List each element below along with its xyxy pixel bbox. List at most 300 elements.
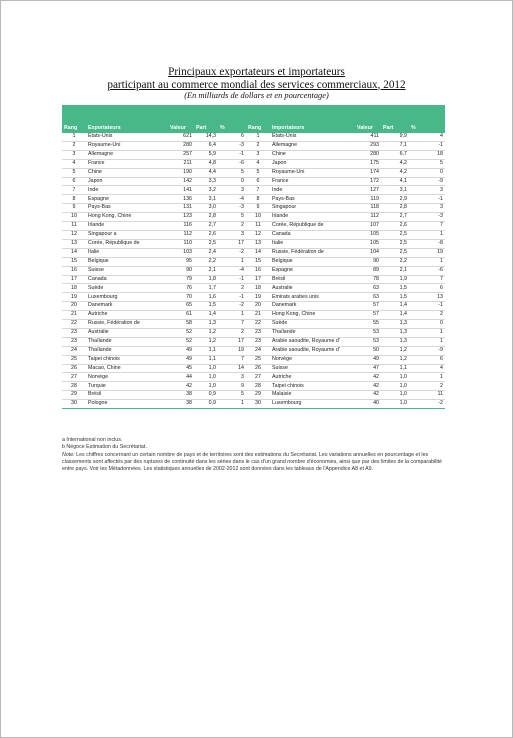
- importer-name: Singapour: [270, 204, 355, 213]
- exporter-share: 1,6: [194, 293, 218, 302]
- importer-change: 6: [409, 355, 445, 364]
- col-exporters: Exportateurs: [86, 122, 168, 133]
- table-row: [62, 204, 445, 213]
- rank-importer: 6: [246, 177, 270, 186]
- exporter-share: 1,8: [194, 275, 218, 284]
- importer-share: 2,5: [381, 239, 409, 248]
- table-row: [62, 248, 445, 257]
- importer-name: Luxembourg: [270, 400, 355, 409]
- exporter-name: Inde: [86, 186, 168, 195]
- col-change-importers: %: [409, 122, 445, 133]
- exporter-change: 2: [218, 328, 246, 337]
- rank-exporter: 20: [62, 302, 86, 311]
- rank-exporter: 6: [62, 177, 86, 186]
- rank-importer: 19: [246, 293, 270, 302]
- rank-importer: 21: [246, 311, 270, 320]
- importer-value: 63: [355, 293, 381, 302]
- exporter-name: Suisse: [86, 266, 168, 275]
- exporter-name: Pologne: [86, 400, 168, 409]
- rank-importer: 11: [246, 222, 270, 231]
- exporter-name: Espagne: [86, 195, 168, 204]
- exporter-share: 1,1: [194, 355, 218, 364]
- table-row: [62, 177, 445, 186]
- importer-share: 1,9: [381, 275, 409, 284]
- importer-change: 19: [409, 248, 445, 257]
- importer-share: 1,3: [381, 328, 409, 337]
- exporter-share: 1,2: [194, 337, 218, 346]
- importer-share: 2,1: [381, 266, 409, 275]
- exporter-name: Autriche: [86, 311, 168, 320]
- table-row: [62, 275, 445, 284]
- table-row: [62, 382, 445, 391]
- exporter-name: Taipei chinois: [86, 355, 168, 364]
- importer-change: 7: [409, 275, 445, 284]
- exporter-value: 38: [168, 391, 194, 400]
- note-label: Note:: [62, 451, 75, 458]
- importer-name: Russie, Fédération de: [270, 248, 355, 257]
- footnote-note: [62, 452, 447, 474]
- importer-change: -9: [409, 177, 445, 186]
- table-row: [62, 346, 445, 355]
- rank-importer: 27: [246, 373, 270, 382]
- exporter-value: 70: [168, 293, 194, 302]
- title-line-2: participant au commerce mondial des services commerciaux, 2012: [107, 78, 406, 91]
- rank-importer: 15: [246, 257, 270, 266]
- exporter-name: Luxembourg: [86, 293, 168, 302]
- rank-importer: 9: [246, 204, 270, 213]
- table-row: [62, 293, 445, 302]
- importer-change: -6: [409, 266, 445, 275]
- rank-exporter: 4: [62, 159, 86, 168]
- exporter-value: 110: [168, 239, 194, 248]
- exporter-share: 1,0: [194, 364, 218, 373]
- importer-value: 42: [355, 373, 381, 382]
- importer-change: 18: [409, 150, 445, 159]
- footnote-a: a International non inclus.: [62, 437, 123, 443]
- col-change-exporters: %: [218, 122, 246, 133]
- rank-importer: 23: [246, 328, 270, 337]
- importer-change: -8: [409, 239, 445, 248]
- exporter-value: 123: [168, 213, 194, 222]
- table-row: [62, 311, 445, 320]
- importer-name: Danemark: [270, 302, 355, 311]
- exporter-name: Brésil: [86, 391, 168, 400]
- exporter-share: 3,2: [194, 186, 218, 195]
- exporter-change: 1: [218, 311, 246, 320]
- importer-share: 1,3: [381, 337, 409, 346]
- table-row: [62, 150, 445, 159]
- rank-exporter: 18: [62, 284, 86, 293]
- rank-importer: 10: [246, 213, 270, 222]
- exporter-change: 0: [218, 177, 246, 186]
- importer-value: 49: [355, 355, 381, 364]
- table-row: [62, 391, 445, 400]
- table-row: [62, 230, 445, 239]
- importer-value: 90: [355, 257, 381, 266]
- footnote-b: b Négoce Estimation du Secrétariat.: [62, 444, 147, 451]
- importer-value: 42: [355, 382, 381, 391]
- rank-importer: 2: [246, 141, 270, 150]
- importer-share: 2,6: [381, 222, 409, 231]
- importer-share: 1,2: [381, 355, 409, 364]
- exporter-name: Belgique: [86, 257, 168, 266]
- exporter-value: 49: [168, 355, 194, 364]
- exporter-value: 211: [168, 159, 194, 168]
- importer-name: Taipei chinois: [270, 382, 355, 391]
- exporter-share: 1,1: [194, 346, 218, 355]
- exporter-change: -3: [218, 141, 246, 150]
- exporter-share: 2,7: [194, 222, 218, 231]
- exporter-value: 52: [168, 328, 194, 337]
- importer-value: 107: [355, 222, 381, 231]
- rank-importer: 1: [246, 133, 270, 141]
- rank-exporter: 23: [62, 337, 86, 346]
- rank-importer: 20: [246, 302, 270, 311]
- exporter-share: 2,2: [194, 257, 218, 266]
- importer-change: 6: [409, 284, 445, 293]
- importer-change: 1: [409, 337, 445, 346]
- exporter-change: -3: [218, 204, 246, 213]
- exporter-share: 3,0: [194, 204, 218, 213]
- importer-share: 1,4: [381, 302, 409, 311]
- exporter-change: -1: [218, 293, 246, 302]
- rank-exporter: 26: [62, 364, 86, 373]
- table-row: [62, 186, 445, 195]
- exporter-name: Macao, Chine: [86, 364, 168, 373]
- rank-exporter: 7: [62, 186, 86, 195]
- rank-exporter: 3: [62, 150, 86, 159]
- exporter-value: 112: [168, 230, 194, 239]
- importer-change: 2: [409, 311, 445, 320]
- exporter-share: 0,9: [194, 391, 218, 400]
- header-row: [62, 122, 445, 133]
- importer-name: Norvège: [270, 355, 355, 364]
- importer-change: -9: [409, 346, 445, 355]
- rank-importer: 28: [246, 382, 270, 391]
- importer-value: 105: [355, 230, 381, 239]
- rank-importer: 13: [246, 239, 270, 248]
- table-row: [62, 320, 445, 329]
- exporter-share: 4,4: [194, 168, 218, 177]
- exporter-value: 42: [168, 382, 194, 391]
- exporter-change: -4: [218, 266, 246, 275]
- exporter-name: Thaïlande: [86, 346, 168, 355]
- importer-share: 4,2: [381, 168, 409, 177]
- importer-change: 3: [409, 186, 445, 195]
- exporter-share: 3,3: [194, 177, 218, 186]
- importer-value: 50: [355, 346, 381, 355]
- exporter-change: 3: [218, 230, 246, 239]
- exporter-name: Chine: [86, 168, 168, 177]
- importer-value: 63: [355, 284, 381, 293]
- exporter-share: 3,1: [194, 195, 218, 204]
- exporter-change: -4: [218, 195, 246, 204]
- importer-value: 112: [355, 213, 381, 222]
- table-row: [62, 302, 445, 311]
- table-row: [62, 400, 445, 409]
- rank-importer: 23: [246, 337, 270, 346]
- importer-share: 1,5: [381, 284, 409, 293]
- exporter-share: 2,1: [194, 266, 218, 275]
- importer-value: 42: [355, 391, 381, 400]
- exporter-name: Allemagne: [86, 150, 168, 159]
- importer-change: 1: [409, 328, 445, 337]
- importer-share: 4,1: [381, 177, 409, 186]
- exporter-share: 2,8: [194, 213, 218, 222]
- importer-change: 2: [409, 382, 445, 391]
- col-rank-exporters: Rang: [62, 122, 86, 133]
- importer-share: 1,0: [381, 391, 409, 400]
- rank-importer: 4: [246, 159, 270, 168]
- importer-share: 2,7: [381, 213, 409, 222]
- exporter-value: 190: [168, 168, 194, 177]
- exporter-change: 5: [218, 168, 246, 177]
- col-rank-importers: Rang: [246, 122, 270, 133]
- exporter-name: Suède: [86, 284, 168, 293]
- exporter-change: -1: [218, 275, 246, 284]
- rank-exporter: 16: [62, 266, 86, 275]
- exporter-value: 141: [168, 186, 194, 195]
- table-row: [62, 213, 445, 222]
- exporter-change: 1: [218, 257, 246, 266]
- rank-exporter: 22: [62, 320, 86, 329]
- importer-value: 127: [355, 186, 381, 195]
- importer-value: 78: [355, 275, 381, 284]
- importer-value: 57: [355, 302, 381, 311]
- exporter-value: 79: [168, 275, 194, 284]
- table-row: [62, 266, 445, 275]
- col-share-exporters: Part: [194, 122, 218, 133]
- importer-change: 4: [409, 364, 445, 373]
- importer-share: 7,1: [381, 141, 409, 150]
- exporter-value: 44: [168, 373, 194, 382]
- table-row: [62, 195, 445, 204]
- exporter-name: Canada: [86, 275, 168, 284]
- rank-exporter: 17: [62, 275, 86, 284]
- importer-name: Japon: [270, 159, 355, 168]
- importer-name: Malaisie: [270, 391, 355, 400]
- rank-exporter: 28: [62, 382, 86, 391]
- exporter-change: -1: [218, 150, 246, 159]
- rank-exporter: 8: [62, 195, 86, 204]
- rank-importer: 26: [246, 364, 270, 373]
- importer-change: 3: [409, 204, 445, 213]
- note-text: Les chiffres concernant un certain nombre de pays et de territoires sont des estimations du Secrétariat. Les variations annuelles en pourcentage et les classements sont affectés par des ruptures de continuité dans les séries dans le cas d'un grand nombre d'économies, ainsi que par des limites de la comparabilité entre pays. Voir les Métadonnées. Les statistiques annuelles de 2002-2012 sont données dans les tableaux de l'Appendice A8 et A9.: [62, 451, 442, 473]
- exporter-value: 49: [168, 346, 194, 355]
- importer-value: 411: [355, 133, 381, 141]
- table-notes: [62, 437, 447, 473]
- exporter-share: 1,2: [194, 328, 218, 337]
- rank-importer: 16: [246, 266, 270, 275]
- table-row: [62, 257, 445, 266]
- col-value-importers: Valeur: [355, 122, 381, 133]
- rank-exporter: 14: [62, 248, 86, 257]
- table-row: [62, 222, 445, 231]
- importer-change: -1: [409, 141, 445, 150]
- importer-name: Brésil: [270, 275, 355, 284]
- importer-name: Thaïlande: [270, 328, 355, 337]
- exporter-change: 3: [218, 373, 246, 382]
- exporter-name: Irlande: [86, 222, 168, 231]
- importer-name: Allemagne: [270, 141, 355, 150]
- exporter-value: 65: [168, 302, 194, 311]
- importer-name: Irlande: [270, 213, 355, 222]
- rank-importer: 30: [246, 400, 270, 409]
- importer-change: 1: [409, 373, 445, 382]
- table-row: [62, 355, 445, 364]
- exporter-name: Australie: [86, 328, 168, 337]
- exporter-change: 17: [218, 239, 246, 248]
- exporter-value: 621: [168, 133, 194, 141]
- exporter-name: Hong Kong, Chine: [86, 213, 168, 222]
- importer-change: -1: [409, 195, 445, 204]
- exporter-value: 45: [168, 364, 194, 373]
- importer-name: Inde: [270, 186, 355, 195]
- exporter-value: 136: [168, 195, 194, 204]
- importer-share: 1,1: [381, 364, 409, 373]
- importer-change: 0: [409, 320, 445, 329]
- importer-value: 105: [355, 239, 381, 248]
- importer-share: 2,9: [381, 195, 409, 204]
- exporter-name: Royaume-Uni: [86, 141, 168, 150]
- exporter-change: 17: [218, 337, 246, 346]
- exporter-share: 6,4: [194, 141, 218, 150]
- importer-name: Royaume-Uni: [270, 168, 355, 177]
- exporter-change: 5: [218, 213, 246, 222]
- table-row: [62, 133, 445, 141]
- rank-exporter: 1: [62, 133, 86, 141]
- exporter-change: 2: [218, 222, 246, 231]
- rank-importer: 8: [246, 195, 270, 204]
- importer-name: Corée, République de: [270, 222, 355, 231]
- rank-importer: 22: [246, 320, 270, 329]
- exporter-share: 1,4: [194, 311, 218, 320]
- exporter-value: 257: [168, 150, 194, 159]
- rank-importer: 25: [246, 355, 270, 364]
- importer-name: France: [270, 177, 355, 186]
- rank-exporter: 15: [62, 257, 86, 266]
- rank-exporter: 27: [62, 373, 86, 382]
- importer-share: 2,5: [381, 230, 409, 239]
- importer-share: 1,3: [381, 320, 409, 329]
- importer-change: 11: [409, 391, 445, 400]
- importer-value: 293: [355, 141, 381, 150]
- rank-importer: 18: [246, 284, 270, 293]
- exporter-value: 76: [168, 284, 194, 293]
- rank-exporter: 2: [62, 141, 86, 150]
- exporter-change: -2: [218, 302, 246, 311]
- exporter-change: -6: [218, 159, 246, 168]
- exporter-share: 2,4: [194, 248, 218, 257]
- exporter-share: 2,5: [194, 239, 218, 248]
- rank-exporter: 24: [62, 346, 86, 355]
- exporter-name: Pays-Bas: [86, 204, 168, 213]
- exporter-share: 14,3: [194, 133, 218, 141]
- exporter-value: 58: [168, 320, 194, 329]
- importer-share: 1,2: [381, 346, 409, 355]
- importer-name: Espagne: [270, 266, 355, 275]
- importer-share: 9,9: [381, 133, 409, 141]
- rank-exporter: 29: [62, 391, 86, 400]
- exporter-name: Danemark: [86, 302, 168, 311]
- table-row: [62, 141, 445, 150]
- importer-change: 1: [409, 230, 445, 239]
- importer-change: 7: [409, 222, 445, 231]
- importer-value: 57: [355, 311, 381, 320]
- importer-value: 47: [355, 364, 381, 373]
- importer-value: 118: [355, 204, 381, 213]
- exporter-value: 38: [168, 400, 194, 409]
- exporter-value: 116: [168, 222, 194, 231]
- importer-share: 2,2: [381, 257, 409, 266]
- trade-table: [62, 105, 445, 409]
- table-title: [0, 66, 513, 101]
- importer-share: 1,0: [381, 382, 409, 391]
- exporter-change: 6: [218, 133, 246, 141]
- header-band: [62, 105, 445, 122]
- importer-value: 119: [355, 195, 381, 204]
- rank-importer: 7: [246, 186, 270, 195]
- exporter-name: Turquie: [86, 382, 168, 391]
- importer-share: 1,0: [381, 400, 409, 409]
- exporter-name: Thaïlande: [86, 337, 168, 346]
- importer-name: Pays-Bas: [270, 195, 355, 204]
- table-row: [62, 337, 445, 346]
- importer-name: Belgique: [270, 257, 355, 266]
- exporter-share: 2,6: [194, 230, 218, 239]
- rank-importer: 14: [246, 248, 270, 257]
- table-row: [62, 239, 445, 248]
- exporter-name: Norvège: [86, 373, 168, 382]
- exporter-value: 52: [168, 337, 194, 346]
- exporter-name: Japon: [86, 177, 168, 186]
- rank-importer: 3: [246, 150, 270, 159]
- importer-change: 1: [409, 257, 445, 266]
- rank-exporter: 12: [62, 230, 86, 239]
- rank-exporter: 19: [62, 293, 86, 302]
- table-row: [62, 159, 445, 168]
- importer-share: 2,8: [381, 204, 409, 213]
- rank-importer: 12: [246, 230, 270, 239]
- rank-exporter: 21: [62, 311, 86, 320]
- title-line-1: Principaux exportateurs et importateurs: [168, 66, 345, 78]
- importer-value: 53: [355, 328, 381, 337]
- importer-value: 174: [355, 168, 381, 177]
- importer-share: 1,0: [381, 373, 409, 382]
- exporter-change: 7: [218, 355, 246, 364]
- importer-value: 280: [355, 150, 381, 159]
- exporter-change: 19: [218, 346, 246, 355]
- exporter-change: 2: [218, 284, 246, 293]
- col-share-importers: Part: [381, 122, 409, 133]
- importer-share: 2,5: [381, 248, 409, 257]
- importer-name: Canada: [270, 230, 355, 239]
- exporter-change: -2: [218, 248, 246, 257]
- importer-share: 1,5: [381, 293, 409, 302]
- importer-name: Suisse: [270, 364, 355, 373]
- importer-change: 0: [409, 168, 445, 177]
- exporter-share: 1,3: [194, 320, 218, 329]
- table-row: [62, 284, 445, 293]
- exporter-value: 131: [168, 204, 194, 213]
- exporter-share: 0,9: [194, 400, 218, 409]
- importer-value: 55: [355, 320, 381, 329]
- col-value-exporters: Valeur: [168, 122, 194, 133]
- table-row: [62, 364, 445, 373]
- table-row: [62, 373, 445, 382]
- exporter-change: 9: [218, 382, 246, 391]
- exporter-value: 90: [168, 266, 194, 275]
